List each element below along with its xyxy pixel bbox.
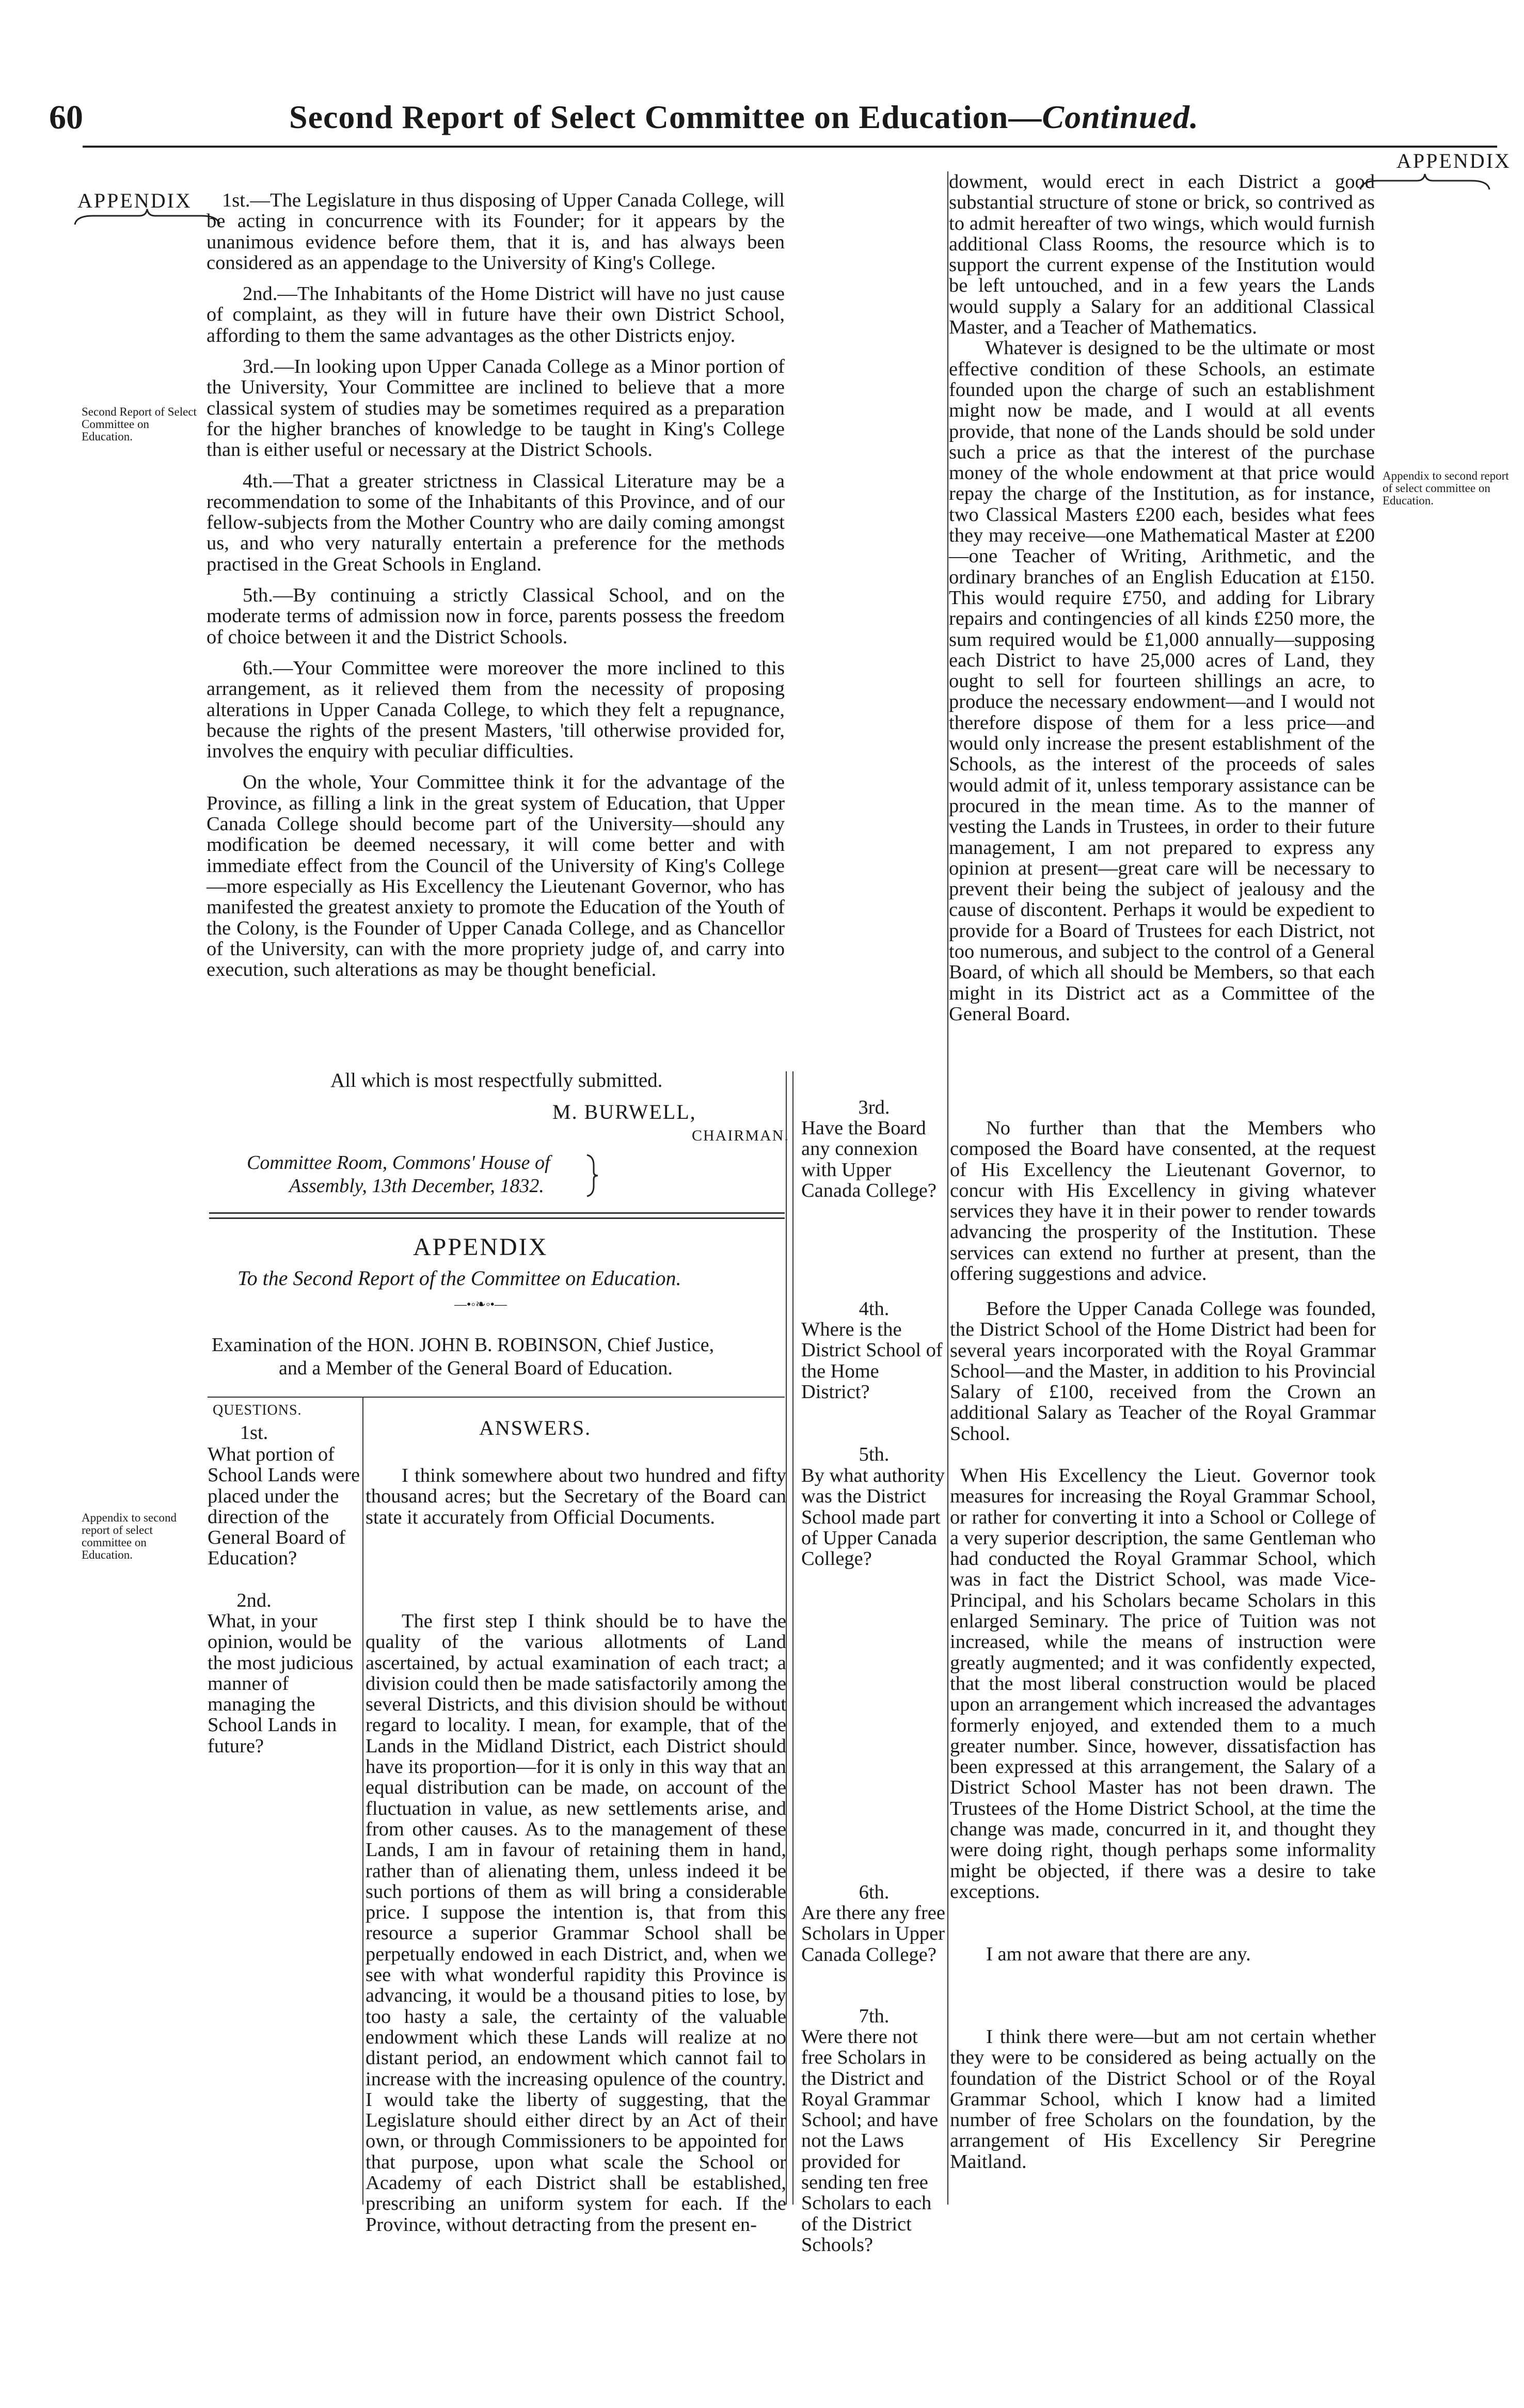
page-title: Second Report of Select Committee on Education—Continued. [289, 99, 1199, 135]
question-number: 3rd. [858, 1097, 890, 1118]
margin-note: Appendix to second report of select committee on Education. [1383, 469, 1509, 507]
table-rule [947, 171, 948, 2205]
margin-note: Second Report of Select Committee on Education. [82, 405, 197, 443]
table-rule [208, 1397, 785, 1398]
question-number: 4th. [859, 1298, 890, 1320]
paragraph: 2nd.—The Inhabitants of the Home District will have no just cause of complaint, as they will in future have their own District School, affording to them the same advantages as the other Districts enjoy. [207, 283, 785, 346]
paragraph: On the whole, Your Committee think it for the advantage of the Province, as filling a link in the great system of Education, that Upper Canada College should become part of the University—should any modification be deemed necessary, it will come better and with immediate effect from the Council of the University of King's College—more especially as His Excellency the Lieutenant Governor, who has manifested the greatest anxiety to promote the Education of the Youth of the Colony, is the Founder of Upper Canada College, and as Chancellor of the University, can with the more propriety judge of, and carry into execution, such alterations as may be thought beneficial. [207, 771, 785, 981]
appendix-label-right: APPENDIX [1396, 149, 1511, 172]
question-number: 1st. [240, 1422, 268, 1444]
signatory-title: CHAIRMAN. [692, 1127, 789, 1144]
answer-continued [949, 171, 1375, 1024]
appendix-subtitle: To the Second Report of the Committee on Education. [237, 1266, 681, 1290]
answer-text: Before the Upper Canada College was founded, the District School of the Home District had been for several years incorporated with the Royal Grammar School—and the Master, in addition to his Provincial Salary of £100, received from the Crown an additional Salary as Teacher of the Royal Grammar School. [950, 1298, 1376, 1445]
table-rule [792, 1071, 793, 2205]
paragraph: 5th.—By continuing a strictly Classical School, and on the moderate terms of admission now in force, parents possess the freedom of choice between it and the District Schools. [207, 584, 785, 648]
question-text: Where is the District School of the Home District? [801, 1319, 943, 1403]
question-text: Were there not free Scholars in the District and Royal Grammar School; and have not the Laws provided for sending ten free Scholars to each of the District Schools? [801, 2026, 939, 2256]
question-number: 2nd. [236, 1590, 272, 1611]
paragraph: dowment, would erect in each District a good substantial structure of stone or brick, so contrived as to admit hereafter of two wings, which would furnish additional Class Rooms, the resource which is to support the current expense of the Institution would be left untouched, and in a few years the Lands would supply a Salary for an additional Classical Master, and a Teacher of Mathematics. [949, 171, 1375, 339]
questions-header: QUESTIONS. [213, 1402, 302, 1418]
question-text: Are there any free Scholars in Upper Canada College? [801, 1902, 945, 1966]
answer-text: I think there were—but am not certain whether they were to be considered as being actually on the foundation of the District School or of the Royal Grammar School, which I know had a limited number of free Scholars on the foundation, by the arrangement of His Excellency Sir Peregrine Maitland. [950, 2026, 1376, 2173]
submission-line: All which is most respectfully submitted. [330, 1069, 663, 1091]
margin-note: Appendix to second report of select committee on Education. [82, 1511, 177, 1561]
answers-header: ANSWERS. [479, 1416, 592, 1439]
paragraph: 6th.—Your Committee were moreover the more inclined to this arrangement, as it relieved them from the necessity of proposing alterations in Upper Canada College, to which they felt a repugnance, because the rights of the present Masters, 'till otherwise provided for, involves the enquiry with peculiar difficulties. [207, 657, 785, 763]
question-number: 7th. [859, 2005, 890, 2027]
divider [209, 1212, 785, 1214]
examination-heading: Examination of the HON. JOHN B. ROBINSON, Chief Justice, [212, 1334, 715, 1356]
answer-text: I am not aware that there are any. [986, 1943, 1251, 1965]
brace-icon [584, 1152, 600, 1199]
page-number: 60 [49, 99, 83, 136]
paragraph: 4th.—That a greater strictness in Classical Literature may be a recommendation to some of the Inhabitants of this Province, and of our fellow-subjects from the Mother Country who are daily coming amongst us, and who very naturally entertain a preference for the methods practised in the Great Schools in England. [207, 470, 785, 575]
header-rule [83, 146, 1497, 148]
answer-text: No further than that the Members who composed the Board have consented, at the request of His Excellency the Lieutenant Governor, to concur with His Excellency in giving whatever services they have it in their power to render towards advancing the prosperity of the Institution. These services can extend no further at present, than the offering suggestions and advice. [950, 1117, 1376, 1285]
place-line: Committee Room, Commons' House of [247, 1152, 550, 1174]
question-text: By what authority was the District School made part of Upper Canada College? [801, 1465, 945, 1570]
ornament: —•◦❧◦•— [454, 1298, 507, 1311]
divider [209, 1217, 785, 1219]
paragraph: 1st.—The Legislature in thus disposing of Upper Canada College, will be acting in concurrence with its Founder; for it appears by the unanimous evidence before them, that it is, and has always been considered as an appendage to the University of King's College. [207, 189, 785, 274]
question-number: 6th. [859, 1881, 890, 1903]
answer-text: The first step I think should be to have the quality of the various allotments of Land ascertained, by actual examination of each tract; a division could then be made satisfactorily among the several Districts, and this division should be without regard to locality. I mean, for example, that of the Lands in the Midland District, each District should have its proportion—for it is only in this way that an equal distribution can be made, on account of the fluctuation in value, as new settlements arise, and from other causes. As to the management of these Lands, I am in favour of retaining them in hand, rather than of alienating them, unless indeed it be such portions of them as will bring a considerable price. I suppose the intention is, that from this resource a superior Grammar School shall be perpetually endowed in each District, and, when we see with what wonderful rapidity this Province is advancing, it would be a thousand pities to lose, by too hasty a sale, the certainty of the valuable endowment which these Lands will realize at no distant period, an endowment which cannot fail to increase with the increasing opulence of the country. I would take the liberty of suggesting, that the Legislature should either direct by an Act of their own, or through Commissioners to be appointed for that purpose, upon what scale the School or Academy of each District shall be established, prescribing an uniform system for each. If the Province, without detracting from the present en- [366, 1610, 786, 2236]
question-number: 5th. [859, 1444, 890, 1465]
answer-text: I think somewhere about two hundred and fifty thousand acres; but the Secretary of the Board can state it accurately from Official Documents. [366, 1465, 786, 1528]
place-line: Assembly, 13th December, 1832. [289, 1175, 544, 1197]
report-text [207, 190, 785, 980]
paragraph: Whatever is designed to be the ultimate or most effective condition of these Schools, an estimate founded upon the charge of such an establishment might now be made, and I would at all events provide, that none of the Lands should be sold under such a price as that the interest of the purchase money of the whole endowment at that price would repay the charge of the Institution, as for instance, two Classical Masters £200 each, besides what fees they may receive—one Mathematical Master at £200—one Teacher of Writing, Arithmetic, and the ordinary branches of an English Education at £150. This would require £750, and adding for Library repairs and contingencies of all kinds £250 more, the sum required would be £1,000 annually—supposing each District to have 25,000 acres of Land, they ought to sell for fourteen shillings an acre, to produce the necessary endowment—and I would not therefore dispose of them for a less price—and would only increase the present establishment of the Schools, as the interest of the proceeds of sales would admit of it, unless temporary assistance can be procured in the mean time. As to the manner of vesting the Lands in Trustees, in order to their future management, I am not prepared to express any opinion at present—great care will be necessary to prevent their being the subject of jealousy and the cause of discontent. Perhaps it would be expedient to provide for a Board of Trustees for each District, not too numerous, and subject to the control of a General Board, of which all should be Members, so that each might in its District act as a Committee of the General Board. [949, 337, 1375, 1025]
examination-heading: and a Member of the General Board of Education. [279, 1357, 673, 1379]
appendix-label-left: APPENDIX [77, 189, 192, 212]
paragraph: 3rd.—In looking upon Upper Canada College as a Minor portion of the University, Your Committee are inclined to believe that a more classical system of studies may be sometimes required as a preparation for the higher branches of knowledge to be taught in King's College than is either useful or necessary at the District Schools. [207, 356, 785, 461]
question-text: What, in your opinion, would be the most judicious manner of managing the School Lands in future? [208, 1610, 354, 1757]
brace-icon [1358, 171, 1492, 192]
question-text: What portion of School Lands were placed under the direction of the General Board of Education? [208, 1444, 360, 1570]
table-rule [362, 1397, 363, 2205]
appendix-title: APPENDIX [413, 1233, 548, 1261]
answer-text: When His Excellency the Lieut. Governor took measures for increasing the Royal Grammar School, or rather for converting it into a School or College of a very superior description, the same Gentleman who had conducted the Royal Grammar School, which was in fact the District School, was made Vice-Principal, and his Scholars became Scholars in this enlarged Seminary. The price of Tuition was not increased, while the means of instruction were greatly augmented; and it was confidently expected, that the most liberal construction would be placed upon an arrangement which increased the advantages formerly enjoyed, and extended them to a much greater number. Since, however, dissatisfaction has been expressed at this arrangement, the Salary of a District School Master has not been drawn. The Trustees of the Home District School, at the time the change was made, concurred in it, and thought they were doing right, though perhaps some informality might be objected, if there was a desire to take exceptions. [950, 1465, 1376, 1903]
question-text: Have the Board any connexion with Upper Canada College? [801, 1117, 936, 1201]
brace-icon [72, 207, 222, 227]
signatory-name: M. BURWELL, [552, 1100, 696, 1123]
